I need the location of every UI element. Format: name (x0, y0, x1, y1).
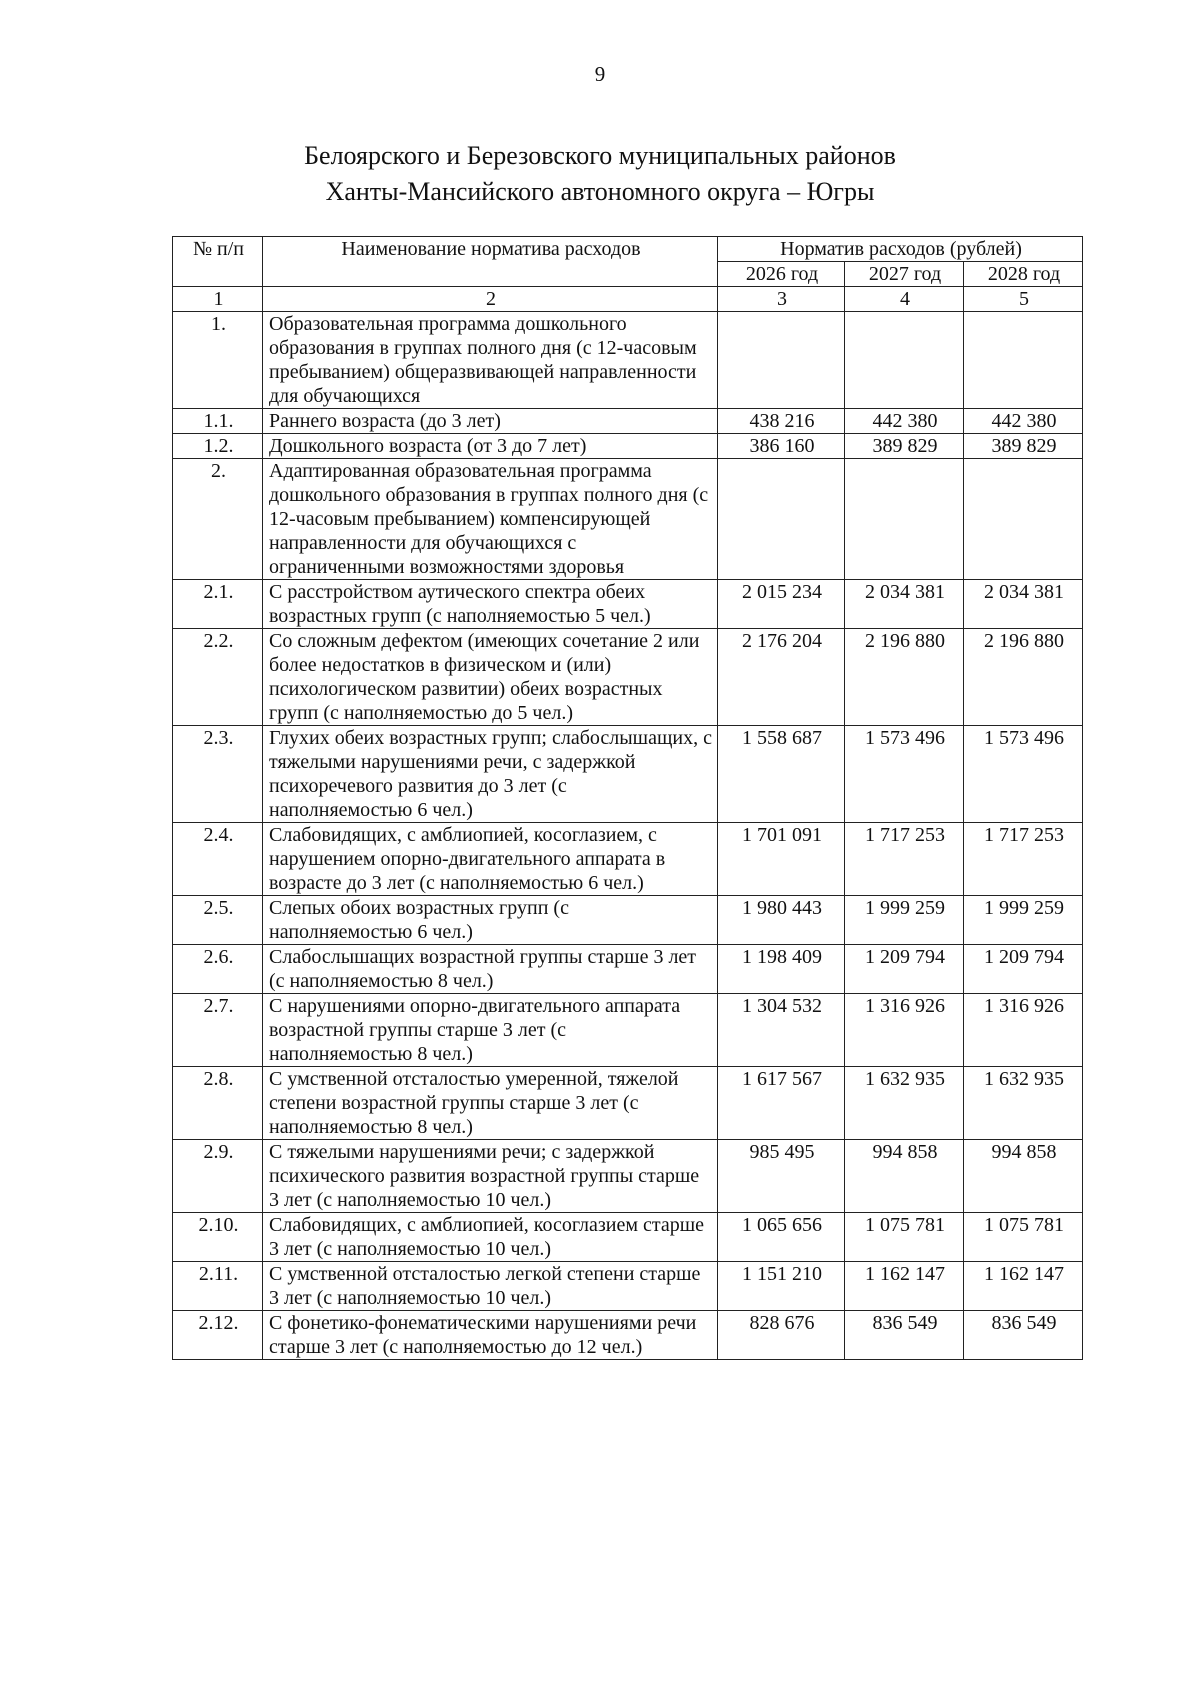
table-row (173, 1213, 1083, 1262)
row-name: Образовательная программа дошкольного образования в группах полного дня (с 12-часовым пребыванием) общеразвивающей направленности для обучающихся (263, 312, 718, 409)
value-2027: 1 632 935 (845, 1067, 964, 1140)
row-number: 2. (173, 459, 263, 580)
value-2026: 1 558 687 (718, 726, 845, 823)
value-2028: 1 162 147 (964, 1262, 1083, 1311)
value-2026: 2 176 204 (718, 629, 845, 726)
value-2028: 389 829 (964, 434, 1083, 459)
row-number: 2.7. (173, 994, 263, 1067)
value-2026: 1 980 443 (718, 896, 845, 945)
row-number: 2.5. (173, 896, 263, 945)
row-name: С фонетико-фонематическими нарушениями речи старше 3 лет (с наполняемостью до 12 чел.) (263, 1311, 718, 1360)
value-2027: 1 162 147 (845, 1262, 964, 1311)
table-row (173, 1262, 1083, 1311)
row-name: Слабовидящих, с амблиопией, косоглазием старше 3 лет (с наполняемостью 10 чел.) (263, 1213, 718, 1262)
table-row (173, 726, 1083, 823)
column-number: 4 (845, 287, 964, 312)
header-year-2026: 2026 год (718, 262, 845, 287)
table-row (173, 1140, 1083, 1213)
row-number: 2.2. (173, 629, 263, 726)
row-name: Слабослышащих возрастной группы старше 3 лет (с наполняемостью 8 чел.) (263, 945, 718, 994)
value-2026: 386 160 (718, 434, 845, 459)
row-name: С тяжелыми нарушениями речи; с задержкой психического развития возрастной группы старше 3 лет (с наполняемостью 10 чел.) (263, 1140, 718, 1213)
header-group: Норматив расходов (рублей) (718, 237, 1083, 262)
table-row (173, 434, 1083, 459)
value-2027: 1 316 926 (845, 994, 964, 1067)
value-2028: 1 316 926 (964, 994, 1083, 1067)
value-2026: 1 701 091 (718, 823, 845, 896)
table-row (173, 1311, 1083, 1360)
table-row (173, 823, 1083, 896)
row-number: 2.8. (173, 1067, 263, 1140)
value-2027: 836 549 (845, 1311, 964, 1360)
title-line-1: Белоярского и Березовского муниципальных районов (304, 141, 896, 170)
row-number: 1.2. (173, 434, 263, 459)
row-name: Дошкольного возраста (от 3 до 7 лет) (263, 434, 718, 459)
value-2028: 2 034 381 (964, 580, 1083, 629)
row-name: Слабовидящих, с амблиопией, косоглазием, с нарушением опорно-двигательного аппарата в возрасте до 3 лет (с наполняемостью 6 чел.) (263, 823, 718, 896)
value-2026: 1 198 409 (718, 945, 845, 994)
expense-norms-table (172, 236, 1083, 1360)
table-row (173, 945, 1083, 994)
value-2026: 438 216 (718, 409, 845, 434)
header-year-2028: 2028 год (964, 262, 1083, 287)
value-2026: 1 304 532 (718, 994, 845, 1067)
row-number: 2.1. (173, 580, 263, 629)
value-2026: 1 151 210 (718, 1262, 845, 1311)
row-name: С расстройством аутического спектра обеих возрастных групп (с наполняемостью 5 чел.) (263, 580, 718, 629)
table-row (173, 409, 1083, 434)
value-2028: 442 380 (964, 409, 1083, 434)
row-name: Адаптированная образовательная программа дошкольного образования в группах полного дня (с 12-часовым пребыванием) компенсирующей направленности для обучающихся с ограниченными возможностями здоровья (263, 459, 718, 580)
value-2026: 828 676 (718, 1311, 845, 1360)
value-2028: 836 549 (964, 1311, 1083, 1360)
row-number: 2.11. (173, 1262, 263, 1311)
row-number: 2.4. (173, 823, 263, 896)
column-number: 3 (718, 287, 845, 312)
value-2028: 1 075 781 (964, 1213, 1083, 1262)
value-2027: 1 209 794 (845, 945, 964, 994)
column-numbers-row (173, 287, 1083, 312)
value-2027: 2 034 381 (845, 580, 964, 629)
table-row (173, 994, 1083, 1067)
value-2027: 442 380 (845, 409, 964, 434)
value-2027: 994 858 (845, 1140, 964, 1213)
title-line-2: Ханты-Мансийского автономного округа – Югры (325, 177, 875, 206)
value-2027: 1 717 253 (845, 823, 964, 896)
table-row (173, 312, 1083, 409)
value-2027: 2 196 880 (845, 629, 964, 726)
table-row (173, 629, 1083, 726)
row-number: 1. (173, 312, 263, 409)
row-name: Раннего возраста (до 3 лет) (263, 409, 718, 434)
table-row (173, 1067, 1083, 1140)
row-number: 2.6. (173, 945, 263, 994)
value-2028: 1 573 496 (964, 726, 1083, 823)
value-2027 (845, 459, 964, 580)
header-row (173, 237, 1083, 262)
page-number: 9 (594, 62, 606, 86)
value-2027: 389 829 (845, 434, 964, 459)
row-number: 2.12. (173, 1311, 263, 1360)
row-name: С нарушениями опорно-двигательного аппарата возрастной группы старше 3 лет (с наполняемостью 8 чел.) (263, 994, 718, 1067)
value-2027: 1 075 781 (845, 1213, 964, 1262)
row-name: Слепых обоих возрастных групп (с наполняемостью 6 чел.) (263, 896, 718, 945)
header-year-2027: 2027 год (845, 262, 964, 287)
value-2026: 985 495 (718, 1140, 845, 1213)
header-num: № п/п (173, 237, 263, 287)
value-2028: 1 999 259 (964, 896, 1083, 945)
row-number: 2.3. (173, 726, 263, 823)
value-2028 (964, 459, 1083, 580)
row-name: С умственной отсталостью легкой степени старше 3 лет (с наполняемостью 10 чел.) (263, 1262, 718, 1311)
value-2028: 1 717 253 (964, 823, 1083, 896)
table-row (173, 459, 1083, 580)
value-2027: 1 573 496 (845, 726, 964, 823)
column-number: 5 (964, 287, 1083, 312)
value-2028: 1 209 794 (964, 945, 1083, 994)
value-2028 (964, 312, 1083, 409)
value-2026 (718, 459, 845, 580)
row-name: С умственной отсталостью умеренной, тяжелой степени возрастной группы старше 3 лет (с наполняемостью 8 чел.) (263, 1067, 718, 1140)
row-name: Со сложным дефектом (имеющих сочетание 2 или более недостатков в физическом и (или) психологическом развитии) обеих возрастных групп (с наполняемостью до 5 чел.) (263, 629, 718, 726)
header-name: Наименование норматива расходов (263, 237, 718, 287)
column-number: 1 (173, 287, 263, 312)
value-2026: 1 617 567 (718, 1067, 845, 1140)
row-number: 2.9. (173, 1140, 263, 1213)
value-2028: 2 196 880 (964, 629, 1083, 726)
value-2028: 1 632 935 (964, 1067, 1083, 1140)
value-2026: 2 015 234 (718, 580, 845, 629)
row-number: 1.1. (173, 409, 263, 434)
document-title (0, 138, 1200, 210)
column-number: 2 (263, 287, 718, 312)
value-2028: 994 858 (964, 1140, 1083, 1213)
value-2026: 1 065 656 (718, 1213, 845, 1262)
table-row (173, 896, 1083, 945)
value-2026 (718, 312, 845, 409)
row-number: 2.10. (173, 1213, 263, 1262)
table-row (173, 580, 1083, 629)
value-2027 (845, 312, 964, 409)
table-body (173, 312, 1083, 1360)
value-2027: 1 999 259 (845, 896, 964, 945)
row-name: Глухих обеих возрастных групп; слабослышащих, с тяжелыми нарушениями речи, с задержкой психоречевого развития до 3 лет (с наполняемостью 6 чел.) (263, 726, 718, 823)
